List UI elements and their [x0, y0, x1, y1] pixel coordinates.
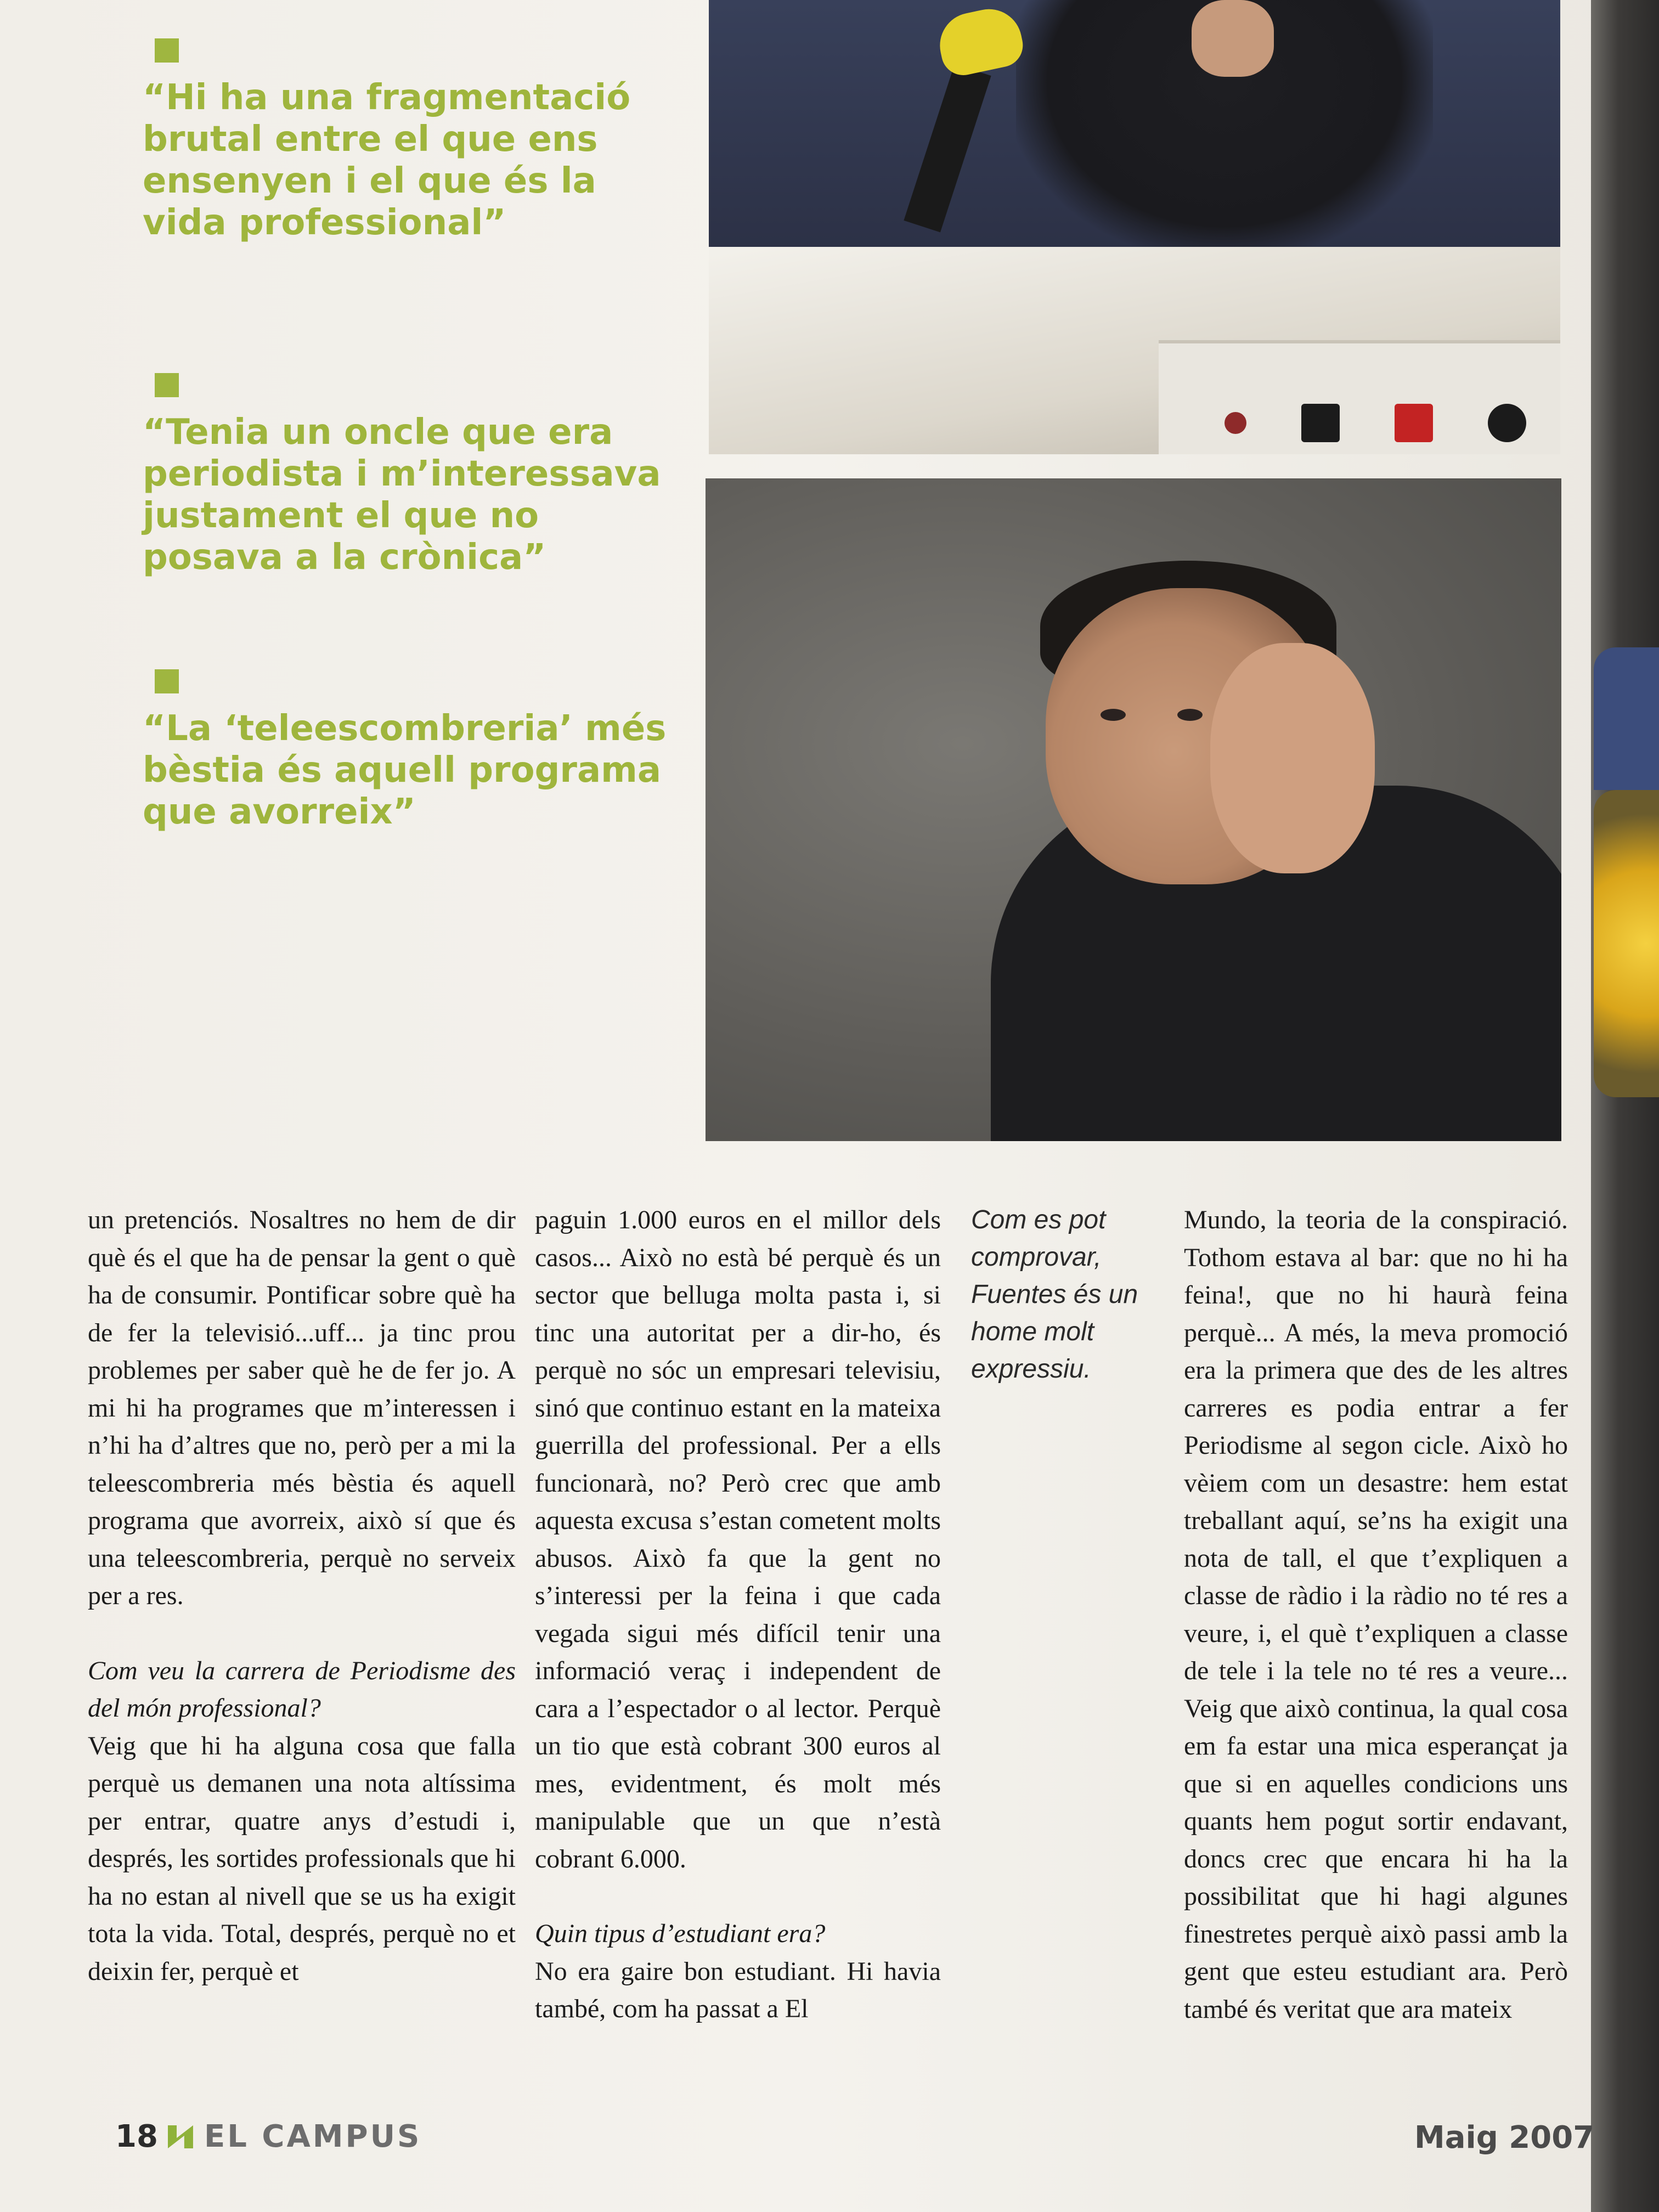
footer-folio: [115, 2118, 421, 2156]
interview-question: Com veu la carrera de Periodisme des del món professional?: [88, 1656, 516, 1723]
studio-console: [1159, 340, 1560, 454]
console-button: [1488, 404, 1526, 442]
microphone-icon: [934, 3, 1027, 80]
photo-eye: [1177, 709, 1203, 721]
photo-hand-on-face: [1210, 643, 1375, 873]
page-number: 18: [115, 2119, 158, 2154]
facing-page-edge: [1591, 0, 1659, 2212]
interviewee-portrait-photo: [706, 478, 1561, 1141]
body-paragraph: No era gaire bon estudiant. Hi havia també, com ha passat a El: [535, 1956, 941, 2023]
text-column-4: [1184, 1201, 1568, 2028]
text-column-2: [535, 1201, 941, 2028]
microphone-stand: [904, 64, 991, 233]
body-paragraph: un pretenciós. Nosaltres no hem de dir què és el que ha de pensar la gent o què ha de consumir. Pontificar sobre què ha de fer la televisió...uff... ja tinc prou problemes per saber què he de fer jo. A mi hi ha programes que m’interessen i n’hi ha d’altres que no, però per a mi la teleescombreria més bèstia és aquell programa que avorreix, això sí que és una teleescombreria, perquè no serveix per a res.: [88, 1205, 516, 1610]
interview-question: Quin tipus d’estudiant era?: [535, 1919, 826, 1948]
square-bullet-icon: [155, 38, 179, 63]
pull-quote-text: “La ‘teleescombreria’ més bèstia és aquell programa que avorreix”: [143, 708, 667, 832]
photo-eye: [1101, 709, 1126, 721]
publication-name: EL CAMPUS: [204, 2119, 422, 2154]
facing-page-photo-blue: [1594, 647, 1659, 790]
campus-logo-icon: [168, 2125, 193, 2148]
photo-caption: Com es pot comprovar, Fuentes és un home molt expressiu.: [971, 1205, 1138, 1384]
body-paragraph: paguin 1.000 euros en el millor dels casos... Això no està bé perquè és un sector que belluga molta pasta i, si tinc una autoritat per a dir-ho, és perquè no sóc un empresari televisiu, sinó que continuo estant en la mateixa guerrilla del professional. Per a ells funcionarà, no? Però crec que amb aquesta excusa s’estan cometent molts abusos. Això fa que la gent no s’interessi per la feina i que cada vegada sigui més difícil tenir una informació veraç i independent de cara a l’espectador o al lector. Perquè un tio que està cobrant 300 euros al mes, evidentment, és molt més manipulable que un que n’està cobrant 6.000.: [535, 1205, 941, 1874]
body-paragraph: Veig que hi ha alguna cosa que falla perquè us demanen una nota altíssima per entrar, quatre anys d’estudi i, després, les sortides professionals que hi ha no estan al nivell que se us ha exigit tota la vida. Total, després, perquè no et deixin fer, perquè et: [88, 1731, 516, 1986]
issue-date: Maig 2007: [1414, 2120, 1595, 2155]
photo-caption-column: [971, 1201, 1147, 1388]
square-bullet-icon: [155, 669, 179, 693]
console-knob: [1224, 412, 1246, 434]
console-button-red: [1395, 404, 1433, 442]
pull-quote-text: “Hi ha una fragmentació brutal entre el que ens ensenyen i el que és la vida professional”: [143, 77, 631, 243]
pull-quote-text: “Tenia un oncle que era periodista i m’interessava justament el que no posava a la crònica”: [143, 412, 661, 578]
facing-page-photo-yellow: [1594, 790, 1659, 1097]
console-button: [1301, 404, 1340, 442]
body-paragraph: Mundo, la teoria de la conspiració. Tothom estava al bar: que no hi ha feina!, que no hi haurà feina perquè... A més, la meva promoció era la primera que des de les altres carreres es podia entrar a fer Periodisme al segon cicle. Això ho vèiem com un desastre: hem estat treballant aquí, se’ns ha exigit una nota de tall, el que t’expliquen a classe de ràdio i la ràdio no té res a veure, i, el què t’expliquen a classe de tele i la tele no té res a veure... Veig que això continua, la qual cosa em fa estar una mica esperançat ja que si en aquelles condicions uns quants hem pogut sortir endavant, doncs crec que encara hi ha la possibilitat que hi hagi algunes finestretes perquè això passi amb la gent que esteu estudiant ara. Però també és veritat que ara mateix: [1184, 1205, 1568, 2024]
photo-hand: [1192, 0, 1274, 77]
text-column-1: [88, 1201, 516, 1990]
square-bullet-icon: [155, 373, 179, 397]
radio-studio-photo: [709, 0, 1560, 454]
